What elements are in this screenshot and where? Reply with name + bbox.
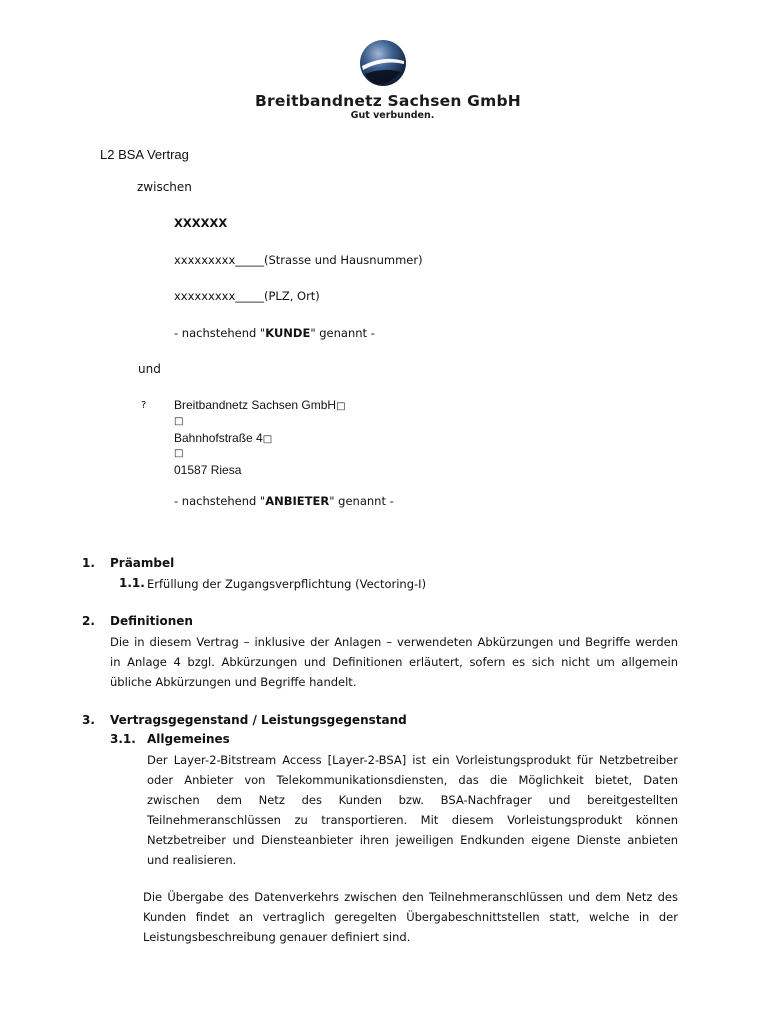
section-3-1-paragraph-2	[143, 887, 678, 947]
section-2-number: 2.	[82, 614, 95, 628]
provider-name-line	[174, 397, 346, 415]
customer-role	[174, 325, 375, 341]
paragraph-line: in Anlage 4 bzgl. Abkürzungen und Definitionen erläutert, sofern es sich nicht um allgemein	[110, 655, 678, 669]
section-1-1-number: 1.1.	[119, 576, 145, 590]
section-1-number: 1.	[82, 556, 95, 570]
paragraph-line: Die in diesem Vertrag – inklusive der Anlagen – verwendeten Abkürzungen und Begriffe werden	[110, 635, 678, 649]
provider-street: Bahnhofstraße 4	[174, 431, 263, 445]
paragraph-line: oder Anbieter von Telekommunikationsdiensten, das die Möglichkeit bietet, Daten	[147, 773, 678, 787]
contract-title: L2 BSA Vertrag	[100, 147, 189, 162]
provider-street-line	[174, 430, 272, 448]
provider-name: Breitbandnetz Sachsen GmbH	[174, 398, 337, 412]
paragraph-line: Die Übergabe des Datenverkehrs zwischen den Teilnehmeranschlüssen und dem Netz des	[143, 890, 678, 904]
customer-name: XXXXXX	[174, 216, 228, 230]
customer-role-keyword: KUNDE	[265, 326, 311, 340]
box-glyph: □	[262, 434, 273, 445]
customer-role-prefix: - nachstehend "	[174, 326, 266, 340]
paragraph-line: zwischen dem Netz des Kunden bzw. BSA-Nachfrager und bereitgestellten	[147, 793, 678, 807]
paragraph-line: und realisieren.	[147, 853, 237, 867]
provider-city: 01587 Riesa	[174, 463, 242, 477]
customer-city: xxxxxxxxx_____(PLZ, Ort)	[174, 289, 320, 303]
provider-role-keyword: ANBIETER	[265, 494, 330, 508]
section-3-1-title: Allgemeines	[147, 732, 230, 746]
section-1-1-text: Erfüllung der Zugangsverpflichtung (Vectoring-I)	[147, 577, 427, 591]
provider-role-suffix: " genannt -	[329, 494, 394, 508]
and-label: und	[138, 362, 161, 376]
section-1-title: Präambel	[110, 556, 175, 570]
paragraph-line: Kunden findet an vertraglich geregelten Übergabeschnittstellen statt, welche in der	[143, 910, 678, 924]
provider-marker: ?	[141, 400, 147, 411]
paragraph-line: Netzbetreiber und Diensteanbieter ihren jeweiligen Endkunden eigene Dienste anbieten	[147, 833, 678, 847]
customer-street: xxxxxxxxx_____(Strasse und Hausnummer)	[174, 253, 423, 267]
provider-role-prefix: - nachstehend "	[174, 494, 266, 508]
logo-company-name: Breitbandnetz Sachsen GmbH	[255, 92, 521, 110]
box-glyph: □	[336, 401, 346, 412]
box-glyph: □	[174, 416, 184, 427]
logo-tagline: Gut verbunden.	[350, 110, 435, 121]
paragraph-line: Der Layer-2-Bitstream Access [Layer-2-BSA] ist ein Vorleistungsprodukt für Netzbetreiber	[147, 753, 678, 767]
provider-role	[174, 493, 394, 509]
paragraph-line: Leistungsbeschreibung genauer definiert sind.	[143, 930, 411, 944]
paragraph-line: Teilnehmeranschlüssen zu transportieren. Mit diesem Vorleistungsprodukt können	[147, 813, 678, 827]
paragraph-line: übliche Abkürzungen und Begriffe handelt.	[110, 675, 357, 689]
customer-role-suffix: " genannt -	[310, 326, 375, 340]
section-2-title: Definitionen	[110, 614, 193, 628]
box-glyph: □	[174, 448, 184, 459]
globe-logo-icon	[359, 39, 407, 87]
between-label: zwischen	[137, 180, 192, 194]
section-3-title: Vertragsgegenstand / Leistungsgegenstand	[110, 713, 407, 727]
section-3-1-number: 3.1.	[110, 732, 136, 746]
company-logo	[255, 34, 521, 126]
section-2-paragraph	[110, 632, 678, 692]
section-3-1-paragraph-1	[147, 750, 678, 870]
section-3-number: 3.	[82, 713, 95, 727]
